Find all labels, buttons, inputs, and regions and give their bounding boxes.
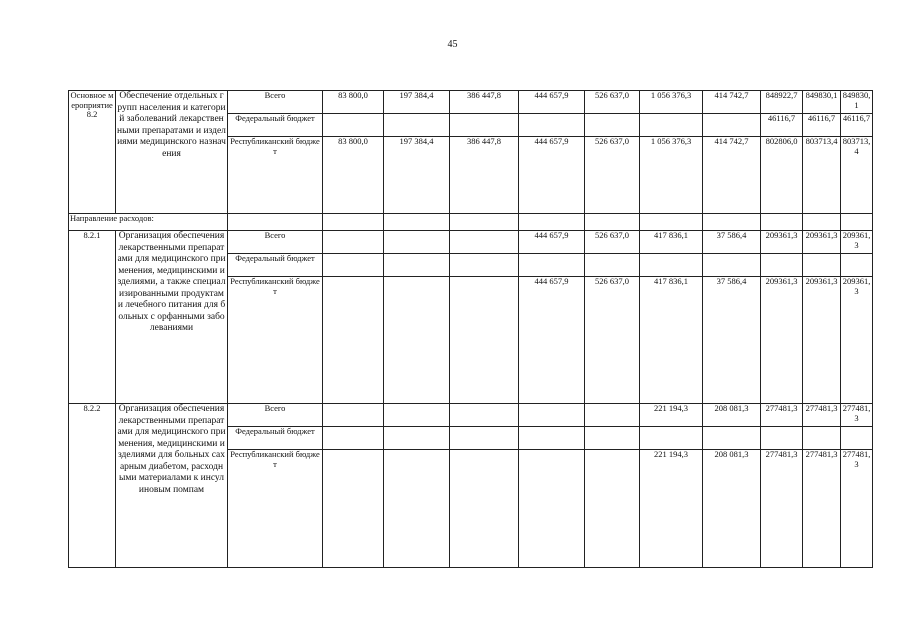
value-cell: 444 657,9 (519, 137, 585, 214)
value-cell (323, 450, 384, 568)
value-cell (450, 277, 519, 404)
value-cell: 803713,4 (841, 137, 873, 214)
value-cell: 221 194,3 (640, 404, 703, 427)
value-cell (450, 254, 519, 277)
value-cell (703, 114, 761, 137)
value-cell: 277481,3 (803, 404, 841, 427)
value-cell (450, 427, 519, 450)
table-row (69, 231, 873, 254)
value-cell: 197 384,4 (384, 137, 450, 214)
value-cell (450, 231, 519, 254)
value-cell (384, 450, 450, 568)
value-cell: 197 384,4 (384, 91, 450, 114)
value-cell: 208 081,3 (703, 404, 761, 427)
table-row (69, 91, 873, 114)
value-cell: 526 637,0 (585, 231, 640, 254)
value-cell (519, 450, 585, 568)
value-cell (703, 427, 761, 450)
value-cell (585, 114, 640, 137)
funding-source: Республиканский бюджет (228, 277, 323, 404)
value-cell (841, 254, 873, 277)
page-number: 45 (447, 39, 458, 50)
funding-source: Всего (228, 231, 323, 254)
subitem-title: Организация обеспечения лекарственными препаратами для медицинского применения, медицинскими изделиями для больных сахарным диабетом, расходными материалами к инсулиновым помпам (116, 404, 228, 568)
funding-source: Федеральный бюджет (228, 254, 323, 277)
budget-table (68, 90, 873, 568)
value-cell: 526 637,0 (585, 91, 640, 114)
value-cell (519, 404, 585, 427)
funding-source: Федеральный бюджет (228, 114, 323, 137)
value-cell (323, 254, 384, 277)
value-cell (585, 254, 640, 277)
value-cell: 46116,7 (803, 114, 841, 137)
value-cell (384, 427, 450, 450)
value-cell: 37 586,4 (703, 277, 761, 404)
value-cell: 386 447,8 (450, 137, 519, 214)
value-cell (761, 427, 803, 450)
value-cell: 209361,3 (803, 277, 841, 404)
value-cell (519, 427, 585, 450)
subitem-title: Организация обеспечения лекарственными препаратами для медицинского применения, медицинскими изделиями, а также специализированными продуктами лечебного питания для больных с орфанными заболеваниями (116, 231, 228, 404)
value-cell: 1 056 376,3 (640, 91, 703, 114)
value-cell: 444 657,9 (519, 231, 585, 254)
value-cell: 849830,1 (841, 91, 873, 114)
value-cell: 277481,3 (841, 404, 873, 427)
value-cell: 849830,1 (803, 91, 841, 114)
value-cell: 83 800,0 (323, 137, 384, 214)
value-cell: 209361,3 (803, 231, 841, 254)
value-cell: 277481,3 (803, 450, 841, 568)
value-cell: 848922,7 (761, 91, 803, 114)
value-cell (323, 114, 384, 137)
value-cell (450, 114, 519, 137)
funding-source: Всего (228, 404, 323, 427)
value-cell: 386 447,8 (450, 91, 519, 114)
value-cell (323, 231, 384, 254)
value-cell (640, 114, 703, 137)
value-cell: 802806,0 (761, 137, 803, 214)
subitem-code: 8.2.2 (69, 404, 116, 568)
measure-title: Обеспечение отдельных групп населения и категорий заболеваний лекарственными препаратами и изделиями медицинского назначения (116, 91, 228, 214)
funding-source: Республиканский бюджет (228, 450, 323, 568)
value-cell (640, 254, 703, 277)
value-cell: 46116,7 (761, 114, 803, 137)
value-cell: 277481,3 (841, 450, 873, 568)
value-cell (841, 427, 873, 450)
value-cell: 414 742,7 (703, 91, 761, 114)
value-cell (519, 114, 585, 137)
value-cell: 209361,3 (841, 277, 873, 404)
value-cell (323, 277, 384, 404)
value-cell: 444 657,9 (519, 91, 585, 114)
value-cell (519, 254, 585, 277)
value-cell: 208 081,3 (703, 450, 761, 568)
value-cell (761, 254, 803, 277)
value-cell: 83 800,0 (323, 91, 384, 114)
value-cell (384, 114, 450, 137)
value-cell: 209361,3 (761, 277, 803, 404)
value-cell: 526 637,0 (585, 137, 640, 214)
value-cell (450, 404, 519, 427)
value-cell: 417 836,1 (640, 277, 703, 404)
value-cell (323, 404, 384, 427)
value-cell (384, 404, 450, 427)
value-cell: 209361,3 (841, 231, 873, 254)
value-cell: 526 637,0 (585, 277, 640, 404)
value-cell: 209361,3 (761, 231, 803, 254)
value-cell (585, 427, 640, 450)
table-row (69, 214, 873, 231)
value-cell: 277481,3 (761, 450, 803, 568)
value-cell (585, 404, 640, 427)
value-cell: 221 194,3 (640, 450, 703, 568)
value-cell: 277481,3 (761, 404, 803, 427)
value-cell (703, 254, 761, 277)
value-cell (450, 450, 519, 568)
value-cell: 803713,4 (803, 137, 841, 214)
funding-source: Республиканский бюджет (228, 137, 323, 214)
value-cell: 414 742,7 (703, 137, 761, 214)
value-cell (585, 450, 640, 568)
value-cell: 444 657,9 (519, 277, 585, 404)
value-cell: 417 836,1 (640, 231, 703, 254)
funding-source: Всего (228, 91, 323, 114)
direction-label: Направление расходов: (69, 214, 228, 231)
value-cell: 1 056 376,3 (640, 137, 703, 214)
subitem-code: 8.2.1 (69, 231, 116, 404)
value-cell (384, 254, 450, 277)
table-row (69, 404, 873, 427)
funding-source: Федеральный бюджет (228, 427, 323, 450)
value-cell: 46116,7 (841, 114, 873, 137)
measure-code: Основное мероприятие 8.2 (69, 91, 116, 214)
value-cell: 37 586,4 (703, 231, 761, 254)
value-cell (323, 427, 384, 450)
value-cell (384, 231, 450, 254)
value-cell (803, 254, 841, 277)
value-cell (384, 277, 450, 404)
value-cell (640, 427, 703, 450)
value-cell (803, 427, 841, 450)
